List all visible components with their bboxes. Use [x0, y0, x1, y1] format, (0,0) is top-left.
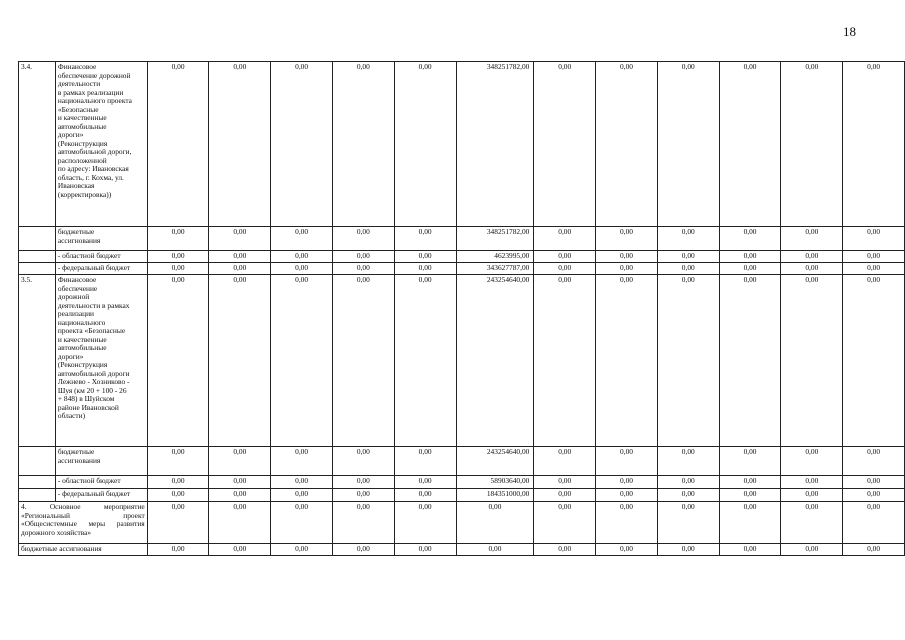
value-cell: 0,00 [843, 489, 905, 502]
value-cell: 0,00 [534, 227, 596, 251]
value-cell: 0,00 [332, 544, 394, 556]
value-cell: 0,00 [147, 544, 209, 556]
value-cell: 0,00 [209, 275, 271, 447]
value-cell: 0,00 [843, 502, 905, 544]
value-cell: 0,00 [843, 263, 905, 275]
value-cell: 0,00 [596, 227, 658, 251]
row-label: Финансовое обеспечение дорожной деятельности в рамках реализации национального проекта «Безопасные и качественные автомобильные дороги» (Реконструкция автомобильной дороги Лежнево - Хозниково - Шуя (км 20 + 100 - 26 + 848) в Шуйском районе Ивановской области) [55, 275, 147, 447]
table-row [19, 251, 905, 263]
value-cell: 58903640,00 [456, 476, 534, 489]
value-cell: 0,00 [332, 62, 394, 227]
value-cell: 0,00 [147, 227, 209, 251]
value-cell: 0,00 [209, 476, 271, 489]
value-cell: 0,00 [332, 263, 394, 275]
budget-table [18, 61, 905, 556]
value-cell: 0,00 [456, 544, 534, 556]
value-cell: 0,00 [534, 275, 596, 447]
value-cell: 0,00 [332, 489, 394, 502]
value-cell: 0,00 [657, 447, 719, 476]
value-cell: 348251782,00 [456, 62, 534, 227]
page-number: 18 [843, 24, 856, 39]
value-cell: 0,00 [596, 544, 658, 556]
value-cell: 0,00 [657, 263, 719, 275]
table-row [19, 62, 905, 227]
value-cell: 0,00 [534, 476, 596, 489]
value-cell: 0,00 [781, 62, 843, 227]
value-cell: 0,00 [843, 544, 905, 556]
value-cell: 0,00 [596, 489, 658, 502]
value-cell: 0,00 [781, 476, 843, 489]
value-cell: 0,00 [147, 263, 209, 275]
table-row [19, 544, 905, 556]
value-cell: 0,00 [209, 263, 271, 275]
value-cell: 0,00 [394, 263, 456, 275]
value-cell: 0,00 [147, 251, 209, 263]
table-row [19, 227, 905, 251]
value-cell: 0,00 [843, 275, 905, 447]
value-cell: 0,00 [781, 263, 843, 275]
value-cell: 0,00 [209, 227, 271, 251]
row-label: Финансовое обеспечение дорожной деятельности в рамках реализации национального проекта «Безопасные и качественные автомобильные дороги» (Реконструкция автомобильной дороги, расположенной по адресу: Ивановская область, г. Кохма, ул. Ивановская (корректировка)) [55, 62, 147, 227]
value-cell: 0,00 [332, 251, 394, 263]
value-cell: 0,00 [271, 227, 333, 251]
value-cell: 0,00 [719, 62, 781, 227]
value-cell: 0,00 [332, 275, 394, 447]
value-cell: 0,00 [596, 502, 658, 544]
row-label: - федеральный бюджет [55, 263, 147, 275]
value-cell: 0,00 [209, 251, 271, 263]
table-row [19, 263, 905, 275]
value-cell: 0,00 [719, 544, 781, 556]
value-cell: 0,00 [719, 502, 781, 544]
row-code [19, 227, 56, 251]
value-cell: 0,00 [781, 275, 843, 447]
value-cell: 0,00 [719, 251, 781, 263]
value-cell: 348251782,00 [456, 227, 534, 251]
value-cell: 0,00 [271, 476, 333, 489]
value-cell: 0,00 [596, 275, 658, 447]
value-cell: 0,00 [271, 263, 333, 275]
value-cell: 0,00 [843, 447, 905, 476]
value-cell: 0,00 [271, 489, 333, 502]
value-cell: 0,00 [394, 251, 456, 263]
merged-row-label: бюджетные ассигнования [19, 544, 148, 556]
table-row [19, 489, 905, 502]
value-cell: 0,00 [271, 447, 333, 476]
row-code: 3.4. [19, 62, 56, 227]
value-cell: 0,00 [657, 275, 719, 447]
value-cell: 0,00 [456, 502, 534, 544]
value-cell: 0,00 [332, 447, 394, 476]
row-label: - областной бюджет [55, 251, 147, 263]
value-cell: 0,00 [332, 227, 394, 251]
row-label: бюджетные ассигнования [55, 227, 147, 251]
value-cell: 0,00 [657, 251, 719, 263]
value-cell: 0,00 [781, 227, 843, 251]
value-cell: 0,00 [147, 62, 209, 227]
value-cell: 0,00 [394, 502, 456, 544]
value-cell: 0,00 [209, 544, 271, 556]
row-code [19, 476, 56, 489]
value-cell: 184351000,00 [456, 489, 534, 502]
value-cell: 0,00 [781, 447, 843, 476]
value-cell: 0,00 [332, 502, 394, 544]
merged-row-label: 4. Основное мероприятие «Региональный проект «Общесистемные меры развития дорожного хозяйства» [19, 502, 148, 544]
value-cell: 0,00 [596, 251, 658, 263]
value-cell: 343627787,00 [456, 263, 534, 275]
value-cell: 0,00 [209, 62, 271, 227]
row-label: бюджетные ассигнования [55, 447, 147, 476]
value-cell: 0,00 [147, 275, 209, 447]
table-row [19, 275, 905, 447]
value-cell: 0,00 [781, 489, 843, 502]
value-cell: 0,00 [657, 476, 719, 489]
value-cell: 0,00 [534, 62, 596, 227]
value-cell: 0,00 [394, 544, 456, 556]
value-cell: 0,00 [719, 489, 781, 502]
value-cell: 4623995,00 [456, 251, 534, 263]
value-cell: 0,00 [394, 476, 456, 489]
value-cell: 0,00 [657, 227, 719, 251]
value-cell: 0,00 [719, 275, 781, 447]
value-cell: 0,00 [781, 544, 843, 556]
value-cell: 0,00 [534, 447, 596, 476]
value-cell: 0,00 [271, 275, 333, 447]
value-cell: 0,00 [719, 476, 781, 489]
value-cell: 0,00 [843, 62, 905, 227]
value-cell: 243254640,00 [456, 447, 534, 476]
value-cell: 0,00 [719, 263, 781, 275]
value-cell: 0,00 [781, 502, 843, 544]
value-cell: 0,00 [843, 251, 905, 263]
value-cell: 0,00 [719, 227, 781, 251]
value-cell: 0,00 [394, 275, 456, 447]
row-code [19, 251, 56, 263]
value-cell: 0,00 [209, 447, 271, 476]
value-cell: 0,00 [147, 476, 209, 489]
value-cell: 0,00 [843, 227, 905, 251]
table-row [19, 447, 905, 476]
value-cell: 0,00 [394, 447, 456, 476]
value-cell: 0,00 [657, 544, 719, 556]
value-cell: 0,00 [596, 62, 658, 227]
value-cell: 0,00 [147, 489, 209, 502]
row-code: 3.5. [19, 275, 56, 447]
value-cell: 0,00 [596, 476, 658, 489]
table-row [19, 502, 905, 544]
value-cell: 0,00 [781, 251, 843, 263]
value-cell: 0,00 [271, 544, 333, 556]
value-cell: 0,00 [534, 263, 596, 275]
value-cell: 0,00 [657, 62, 719, 227]
value-cell: 0,00 [271, 251, 333, 263]
value-cell: 0,00 [534, 489, 596, 502]
row-code [19, 447, 56, 476]
value-cell: 0,00 [534, 544, 596, 556]
value-cell: 0,00 [147, 447, 209, 476]
value-cell: 0,00 [534, 251, 596, 263]
value-cell: 0,00 [843, 476, 905, 489]
row-code [19, 489, 56, 502]
value-cell: 0,00 [657, 502, 719, 544]
value-cell: 243254640,00 [456, 275, 534, 447]
value-cell: 0,00 [332, 476, 394, 489]
row-label: - областной бюджет [55, 476, 147, 489]
value-cell: 0,00 [394, 62, 456, 227]
value-cell: 0,00 [596, 447, 658, 476]
value-cell: 0,00 [394, 489, 456, 502]
value-cell: 0,00 [394, 227, 456, 251]
value-cell: 0,00 [209, 502, 271, 544]
value-cell: 0,00 [271, 502, 333, 544]
value-cell: 0,00 [209, 489, 271, 502]
value-cell: 0,00 [271, 62, 333, 227]
value-cell: 0,00 [596, 263, 658, 275]
value-cell: 0,00 [147, 502, 209, 544]
row-label: - федеральный бюджет [55, 489, 147, 502]
row-code [19, 263, 56, 275]
value-cell: 0,00 [719, 447, 781, 476]
table-row [19, 476, 905, 489]
value-cell: 0,00 [657, 489, 719, 502]
value-cell: 0,00 [534, 502, 596, 544]
